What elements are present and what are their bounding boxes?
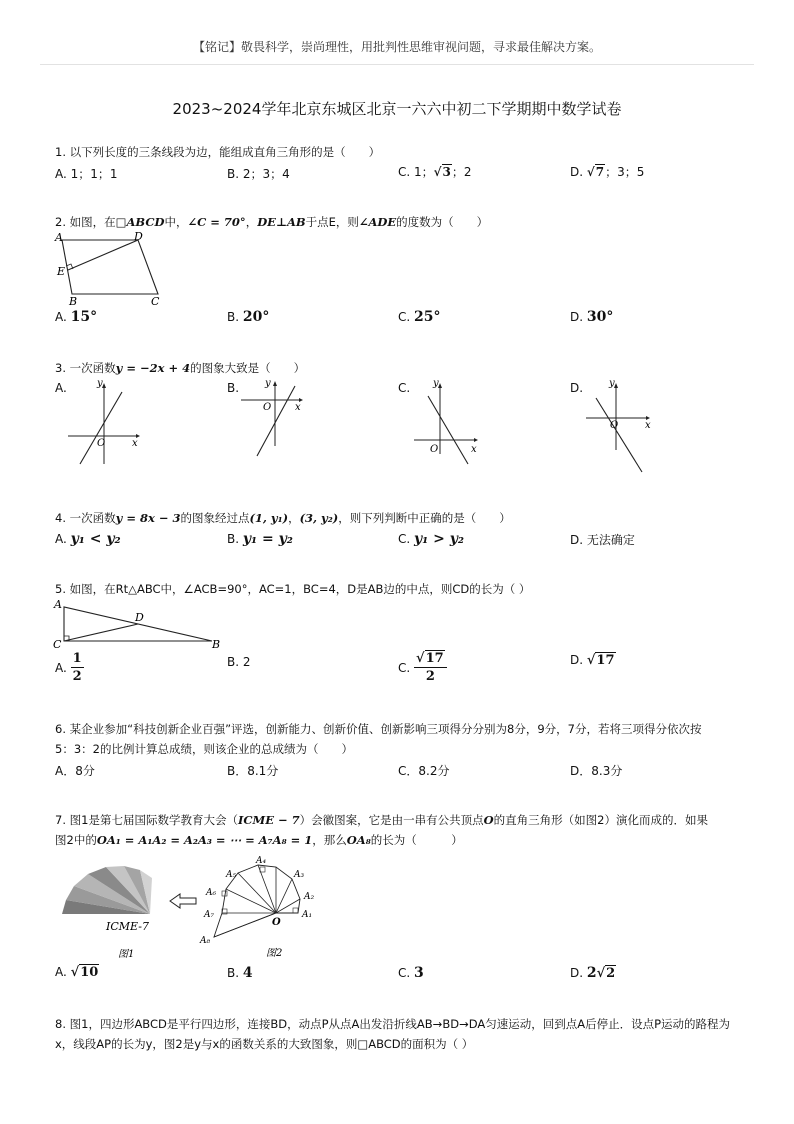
svg-text:y: y bbox=[265, 378, 271, 389]
q2-option-d[interactable]: D. 30° bbox=[570, 309, 614, 325]
svg-text:A₇: A₇ bbox=[204, 910, 215, 920]
q2-label-c: C bbox=[151, 295, 160, 308]
q2-label-d: D bbox=[134, 230, 143, 243]
q7-stem-line1: 7. 图1是第七届国际数学教育大会（ICME − 7）会徽图案，它是由一串有公共顶点O的直角三角形（如图2）演化而成的．如果 bbox=[55, 813, 708, 827]
q3-option-d[interactable]: D. bbox=[570, 381, 584, 395]
q2-stem: 2. 如图，在□ABCD中，∠C = 70°，DE⊥AB于点E，则∠ADE的度数为（ ） bbox=[55, 215, 489, 229]
svg-text:y: y bbox=[433, 378, 439, 389]
svg-text:x: x bbox=[471, 444, 477, 455]
q8-stem-line2: x，线段AP的长为y，图2是y与x的函数关系的大致图象，则□ABCD的面积为（ ） bbox=[55, 1037, 474, 1051]
q5-label-c: C bbox=[53, 638, 62, 651]
q7-option-b[interactable]: B. 4 bbox=[227, 965, 253, 981]
q7-option-d[interactable]: D. 2√2 bbox=[570, 965, 616, 981]
q7-stem-line2: 图2中的OA₁ = A₁A₂ = A₂A₃ = ⋯ = A₇A₈ = 1，那么OA₈的长为（ ） bbox=[55, 833, 463, 847]
svg-text:O: O bbox=[430, 444, 439, 455]
q4-stem: 4. 一次函数y = 8x − 3的图象经过点(1, y₁)，(3, y₂)，则下列判断中正确的是（ ） bbox=[55, 511, 511, 525]
svg-text:A₄: A₄ bbox=[256, 856, 267, 866]
svg-text:x: x bbox=[132, 438, 138, 449]
q2-label-e: E bbox=[57, 265, 66, 278]
q2-label-a: A bbox=[55, 231, 63, 244]
q1-option-c[interactable]: C. 1；√3；2 bbox=[398, 165, 472, 179]
q5-label-a: A bbox=[54, 598, 62, 611]
q7-option-c[interactable]: C. 3 bbox=[398, 965, 424, 981]
q5-option-b[interactable]: B. 2 bbox=[227, 655, 251, 669]
q2-option-a[interactable]: A. 15° bbox=[55, 309, 98, 325]
q5-stem: 5. 如图，在Rt△ABC中，∠ACB=90°，AC=1，BC=4，D是AB边的中点，则CD的长为（ ） bbox=[55, 582, 531, 596]
svg-text:y: y bbox=[609, 378, 615, 389]
q4-option-a[interactable]: A. y₁ < y₂ bbox=[55, 531, 121, 547]
svg-text:A₈: A₈ bbox=[200, 936, 211, 946]
q1-option-d[interactable]: D. √7；3；5 bbox=[570, 165, 645, 179]
q7-spiral-figure bbox=[200, 855, 320, 963]
q7-fig2-label: 图2 bbox=[266, 948, 283, 959]
svg-text:A₃: A₃ bbox=[294, 870, 305, 880]
q5-label-b: B bbox=[212, 638, 221, 651]
left-arrow-icon bbox=[168, 892, 198, 910]
q1-option-a[interactable]: A. 1；1；1 bbox=[55, 167, 118, 181]
q7-logo-caption: ICME-7 bbox=[106, 920, 149, 933]
q6-option-b[interactable]: B．8.1分 bbox=[227, 764, 279, 778]
q6-stem-line2: 5：3：2的比例计算总成绩，则该企业的总成绩为（ ） bbox=[55, 742, 353, 756]
svg-text:O: O bbox=[263, 402, 272, 413]
q5-triangle-figure bbox=[50, 597, 230, 651]
q4-option-b[interactable]: B. y₁ = y₂ bbox=[227, 531, 293, 547]
q2-label-b: B bbox=[69, 295, 78, 308]
svg-text:O: O bbox=[272, 917, 281, 928]
q3-graph-a bbox=[64, 378, 144, 468]
header-divider bbox=[40, 64, 754, 65]
q2-option-b[interactable]: B. 20° bbox=[227, 309, 270, 325]
q3-stem: 3. 一次函数y = −2x + 4的图象大致是（ ） bbox=[55, 361, 306, 375]
svg-text:A₁: A₁ bbox=[302, 910, 313, 920]
page-title: 2023~2024学年北京东城区北京一六六中初二下学期期中数学试卷 bbox=[172, 100, 622, 118]
svg-text:y: y bbox=[97, 378, 103, 389]
svg-text:A₆: A₆ bbox=[206, 888, 217, 898]
q6-option-c[interactable]: C．8.2分 bbox=[398, 764, 450, 778]
q6-option-a[interactable]: A．8分 bbox=[55, 764, 95, 778]
header-motto: 【铭记】敬畏科学，崇尚理性，用批判性思维审视问题，寻求最佳解决方案。 bbox=[192, 40, 601, 54]
q3-graph-c bbox=[410, 378, 490, 468]
q7-fig1-label: 图1 bbox=[118, 949, 135, 960]
q1-stem: 1. 以下列长度的三条线段为边，能组成直角三角形的是（ ） bbox=[55, 145, 381, 159]
svg-text:x: x bbox=[645, 420, 651, 431]
q3-option-b[interactable]: B. bbox=[227, 381, 240, 395]
q1-option-b[interactable]: B. 2；3；4 bbox=[227, 167, 290, 181]
q4-option-c[interactable]: C. y₁ > y₂ bbox=[398, 531, 465, 547]
q8-stem-line1: 8. 图1，四边形ABCD是平行四边形，连接BD，动点P从点A出发沿折线AB→BD→DA匀速运动，回到点A后停止．设点P运动的路程为 bbox=[55, 1017, 731, 1031]
svg-text:O: O bbox=[97, 438, 106, 449]
q5-option-d[interactable]: D. √17 bbox=[570, 653, 615, 668]
svg-text:x: x bbox=[295, 402, 301, 413]
q4-option-d[interactable]: D. 无法确定 bbox=[570, 533, 635, 547]
q2-option-c[interactable]: C. 25° bbox=[398, 309, 441, 325]
q3-option-c[interactable]: C. bbox=[398, 381, 411, 395]
q7-option-a[interactable]: A. √10 bbox=[55, 965, 99, 980]
q5-option-a[interactable]: A. $\frac{1}{2}$ bbox=[55, 651, 82, 685]
q6-stem-line1: 6. 某企业参加“科技创新企业百强”评选，创新能力、创新价值、创新影响三项得分分别为8分，9分，7分，若将三项得分依次按 bbox=[55, 722, 702, 736]
q3-graph-b bbox=[237, 378, 317, 468]
q6-option-d[interactable]: D．8.3分 bbox=[570, 764, 623, 778]
svg-text:A₅: A₅ bbox=[226, 870, 237, 880]
q2-parallelogram-figure bbox=[50, 230, 170, 308]
q3-option-a[interactable]: A. bbox=[55, 381, 67, 395]
q7-icme-logo bbox=[58, 860, 168, 960]
svg-text:A₂: A₂ bbox=[304, 892, 315, 902]
q5-label-d: D bbox=[135, 611, 144, 624]
q3-graph-d bbox=[582, 378, 662, 468]
q5-option-c[interactable]: C. $\frac{√17}{2}$ bbox=[398, 652, 447, 685]
svg-text:O: O bbox=[610, 420, 619, 431]
